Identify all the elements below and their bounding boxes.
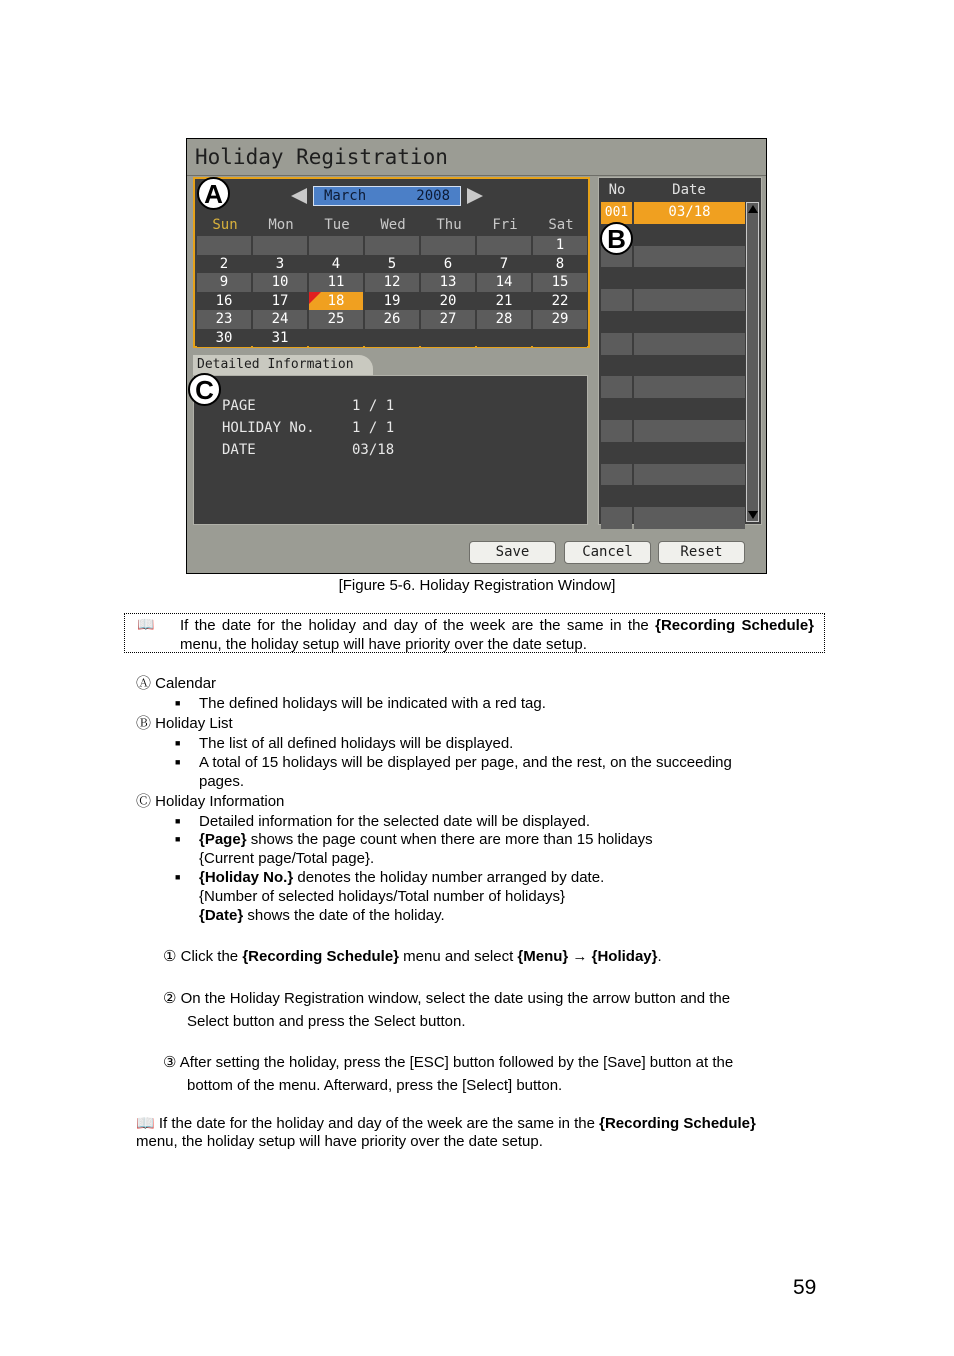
holiday-row-date [634,420,745,442]
holiday-list-row[interactable] [601,376,745,398]
weekday-0: Sun [212,217,238,233]
month-label: March [324,188,367,204]
holiday-row-no: 001 [601,202,632,224]
holiday-row-date [634,267,745,289]
holiday-row-date [634,355,745,377]
section-c-bullet-2-text: shows the page count when there are more than 15 holidays [246,831,653,848]
holiday-row-no [601,289,632,311]
section-c-bullet-3-line-3: shows the date of the holiday. [243,907,445,924]
holiday-list-row[interactable] [601,202,745,224]
calendar-empty-cell [477,329,531,348]
step-1 [163,947,662,966]
holiday-list-row[interactable] [601,311,745,333]
page-number: 59 [793,1276,817,1299]
holiday-row-date [634,224,745,246]
book-icon: 📖 [136,1115,155,1132]
date-label: DATE [222,442,256,458]
weekday-header [197,215,589,235]
section-a-title: Ⓐ Calendar [136,675,217,692]
section-c-bullet-3-text: denotes the holiday number arranged by date. [293,869,605,886]
holiday-row-no [601,376,632,398]
note-box [124,613,825,653]
reset-button[interactable]: Reset [658,541,745,564]
calendar-empty-cell [477,236,531,255]
date-keyword: {Date} [199,907,244,924]
calendar-day[interactable]: 13 [421,273,475,292]
calendar-empty-cell [253,236,307,255]
calendar-day[interactable]: 11 [309,273,363,292]
holiday-list-row[interactable] [601,485,745,507]
calendar-day[interactable]: 14 [477,273,531,292]
step-3-line-1: ③ After setting the holiday, press the [ESC] button followed by the [Save] button at the [163,1054,734,1071]
marker-b: B [600,222,633,255]
calendar-empty-cell [533,329,587,348]
holiday-list-row[interactable] [601,355,745,377]
holiday-row-no [601,420,632,442]
arrow-right-icon: → [568,948,592,965]
calendar-day[interactable]: 23 [197,310,251,329]
holiday-list-row[interactable] [601,267,745,289]
final-note-line-1 [136,1114,756,1133]
holiday-row-date [634,398,745,420]
calendar-empty-cell [309,236,363,255]
section-b-bullet-1: ■ The list of all defined holidays will be displayed. [199,734,513,753]
note-text-pre: If the date for the holiday and day of the week are the same in the [180,617,649,634]
section-c-bullet-1: ■ Detailed information for the selected date will be displayed. [199,812,590,831]
section-b-bullet-2-line-1: A total of 15 holidays will be displayed per page, and the rest, on the succeeding [199,754,732,771]
calendar-day[interactable]: 8 [533,255,587,274]
calendar-day[interactable]: 16 [197,292,251,311]
marker-c: C [188,373,221,406]
calendar-empty-cell [309,329,363,348]
holiday-row-date [634,464,745,486]
marker-a: A [197,177,230,210]
calendar-day[interactable]: 12 [365,273,419,292]
book-icon: 📖 [137,616,155,632]
holiday-list-row[interactable] [601,333,745,355]
calendar-day[interactable]: 26 [365,310,419,329]
page-keyword: {Page} [199,831,247,848]
calendar-day[interactable]: 28 [477,310,531,329]
holiday-row-no [601,398,632,420]
holiday-no-label: HOLIDAY No. [222,420,315,436]
window-title: Holiday Registration [195,145,448,169]
prev-month-icon[interactable] [291,188,307,204]
holiday-row-date [634,507,745,529]
holiday-row-date [634,246,745,268]
weekday-6: Sat [548,217,574,233]
year-label: 2008 [416,188,450,204]
note-bold: {Recording Schedule} [655,617,815,634]
cancel-button[interactable]: Cancel [564,541,651,564]
calendar-day[interactable]: 10 [253,273,307,292]
weekday-4: Thu [436,217,462,233]
weekday-5: Fri [492,217,518,233]
note-text-post: menu, the holiday setup will have priority over the date setup. [180,636,587,653]
calendar-day[interactable]: 24 [253,310,307,329]
calendar-day[interactable]: 29 [533,310,587,329]
holiday-row-no [601,333,632,355]
section-c-bullet-2 [199,830,653,868]
step-2-line-1: ② On the Holiday Registration window, select the date using the arrow button and the [163,990,731,1007]
holiday-row-no [601,485,632,507]
calendar-empty-cell [421,329,475,348]
calendar-day[interactable]: 31 [253,329,307,348]
holiday-row-no [601,267,632,289]
scroll-up-icon[interactable] [748,205,758,213]
calendar-day[interactable]: 3 [253,255,307,274]
step-3-line-2: bottom of the menu. Afterward, press the [Select] button. [187,1077,563,1094]
date-value: 03/18 [352,442,395,458]
title-divider [187,175,766,176]
step-1-recording-schedule: {Recording Schedule} [242,948,400,965]
calendar-panel [193,177,590,348]
detail-tab[interactable]: Detailed Information [193,355,373,375]
calendar-day[interactable]: 18 [309,292,363,311]
calendar-day[interactable]: 2 [197,255,251,274]
save-button[interactable]: Save [469,541,556,564]
holiday-row-no [601,311,632,333]
date-row [222,442,395,458]
calendar-day[interactable]: 15 [533,273,587,292]
step-1-mid: menu and select [399,948,518,965]
calendar-grid [197,236,589,347]
holiday-list-row[interactable] [601,507,745,529]
holiday-row-date [634,289,745,311]
holiday-row-date [634,485,745,507]
figure-caption: [Figure 5-6. Holiday Registration Window] [338,577,616,594]
holiday-row-no [601,507,632,529]
holiday-no-row [222,420,395,436]
column-date: Date [672,182,706,198]
section-c-bullet-3-line-2: {Number of selected holidays/Total number of holidays} [199,888,566,905]
weekday-3: Wed [380,217,406,233]
calendar-empty-cell [421,236,475,255]
final-note-pre: If the date for the holiday and day of the week are the same in the [154,1115,600,1132]
holiday-list-row[interactable] [601,420,745,442]
calendar-day[interactable]: 4 [309,255,363,274]
holiday-row-no [601,442,632,464]
note-text [180,616,814,654]
calendar-day[interactable]: 25 [309,310,363,329]
holiday-list-row[interactable] [601,398,745,420]
detail-panel [193,375,588,525]
calendar-day[interactable]: 19 [365,292,419,311]
page-label: PAGE [222,398,256,414]
holiday-row-date: 03/18 [634,202,745,224]
holiday-row-no [601,464,632,486]
list-scrollbar[interactable] [746,202,759,522]
section-c-bullet-3 [199,868,604,925]
final-note-line-2: menu, the holiday setup will have priority over the date setup. [136,1133,543,1150]
scroll-down-icon[interactable] [748,511,758,519]
step-2-line-2: Select button and press the Select button. [187,1013,466,1030]
calendar-day[interactable]: 5 [365,255,419,274]
month-year-display[interactable] [313,186,461,206]
calendar-day[interactable]: 20 [421,292,475,311]
calendar-empty-cell [365,329,419,348]
calendar-day[interactable]: 6 [421,255,475,274]
holiday-no-value: 1 / 1 [352,420,395,436]
calendar-day[interactable]: 17 [253,292,307,311]
section-b-bullet-2-line-2: pages. [199,773,245,790]
holiday-row-date [634,442,745,464]
step-1-menu: {Menu} [517,948,569,965]
holiday-row-no [601,355,632,377]
calendar-day[interactable]: 1 [533,236,587,255]
page-row [222,398,395,414]
section-b-bullet-2 [199,753,732,791]
holiday-row-date [634,311,745,333]
calendar-day[interactable]: 21 [477,292,531,311]
holiday-list-row[interactable] [601,442,745,464]
section-c-title: Ⓒ Holiday Information [136,793,285,810]
weekday-1: Mon [268,217,294,233]
next-month-icon[interactable] [467,188,483,204]
step-1-pre: ① Click the [163,948,243,965]
holiday-no-keyword: {Holiday No.} [199,869,294,886]
holiday-registration-screenshot [186,138,767,574]
final-note-bold: {Recording Schedule} [599,1115,756,1132]
calendar-day[interactable]: 27 [421,310,475,329]
holiday-row-date [634,333,745,355]
calendar-day[interactable]: 30 [197,329,251,348]
step-1-holiday: {Holiday} [591,948,658,965]
page-value: 1 / 1 [352,398,395,414]
calendar-day[interactable]: 22 [533,292,587,311]
holiday-list-header [601,180,745,200]
calendar-empty-cell [365,236,419,255]
column-no: No [608,182,626,198]
section-c-bullet-2-line-2: {Current page/Total page}. [199,850,375,867]
section-b-title: Ⓑ Holiday List [136,715,233,732]
weekday-2: Tue [324,217,350,233]
holiday-list-row[interactable] [601,464,745,486]
holiday-row-date [634,376,745,398]
step-1-end: . [657,948,662,965]
calendar-empty-cell [197,236,251,255]
section-a-bullet-1: ■ The defined holidays will be indicated with a red tag. [199,694,546,713]
calendar-day[interactable]: 7 [477,255,531,274]
holiday-list-row[interactable] [601,289,745,311]
month-navigator [291,185,483,207]
calendar-day[interactable]: 9 [197,273,251,292]
